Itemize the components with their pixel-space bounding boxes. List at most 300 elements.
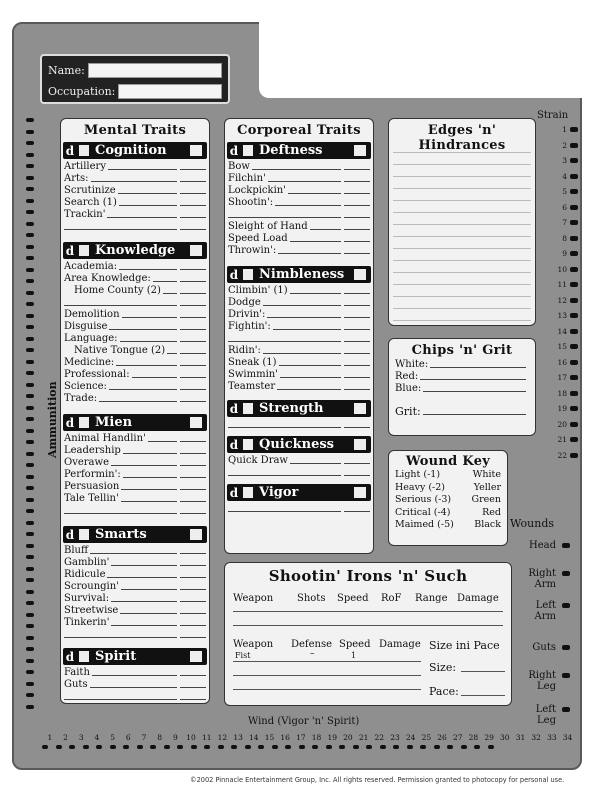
wounds-label: Wounds — [510, 517, 555, 530]
skill-row[interactable] — [61, 296, 209, 308]
ammo-box[interactable] — [26, 233, 34, 237]
melee-column-header: Speed — [339, 639, 371, 650]
skill-row[interactable] — [61, 392, 209, 404]
level-box[interactable] — [354, 269, 366, 280]
skill-label: Scrutinize — [64, 185, 116, 196]
skill-row[interactable] — [61, 356, 209, 368]
ini-pace-label: Size ini Pace — [429, 639, 500, 652]
wind-box[interactable] — [245, 745, 251, 749]
skill-row[interactable] — [61, 616, 209, 628]
skill-row[interactable] — [225, 502, 373, 514]
skill-label: Arts: — [64, 173, 89, 184]
skill-row[interactable] — [225, 380, 373, 392]
ammo-box[interactable] — [26, 532, 34, 536]
die-box[interactable] — [79, 651, 89, 662]
melee-row[interactable] — [233, 689, 421, 690]
knowledge-label: Knowledge — [95, 243, 176, 258]
ammo-box[interactable] — [26, 555, 34, 559]
skill-row[interactable] — [61, 284, 209, 296]
ammo-box[interactable] — [26, 314, 34, 318]
skill-label: Dodge — [228, 297, 261, 308]
wind-number: 1 — [47, 733, 53, 742]
ammunition-track — [26, 118, 36, 728]
ammo-box[interactable] — [26, 613, 34, 617]
wind-box[interactable] — [447, 745, 453, 749]
strain-box[interactable]: 8 — [544, 231, 578, 247]
wind-box[interactable] — [434, 745, 440, 749]
skill-row[interactable] — [225, 244, 373, 256]
ammo-box[interactable] — [26, 130, 34, 134]
wind-number: 19 — [327, 733, 337, 742]
skill-label: Bluff — [64, 545, 89, 556]
wind-number: 5 — [110, 733, 115, 742]
melee-row[interactable] — [233, 661, 421, 662]
vigor-bar — [227, 484, 371, 501]
ammo-box[interactable] — [26, 394, 34, 398]
quickness-bar — [227, 436, 371, 453]
wind-box[interactable] — [177, 745, 183, 749]
wind-number: 24 — [405, 733, 416, 742]
wound-key-row — [395, 519, 501, 532]
level-box[interactable] — [354, 439, 366, 450]
ammo-box[interactable] — [26, 440, 34, 444]
skill-row[interactable] — [61, 160, 209, 172]
skill-label: Throwin': — [228, 245, 277, 256]
cognition-bar — [63, 142, 207, 159]
ammo-box[interactable] — [26, 141, 34, 145]
wind-box[interactable] — [488, 745, 494, 749]
skill-row[interactable] — [225, 232, 373, 244]
wind-box[interactable] — [96, 745, 102, 749]
ammo-box[interactable] — [26, 256, 34, 260]
ammo-box[interactable] — [26, 337, 34, 341]
skill-row[interactable] — [61, 444, 209, 456]
strain-box[interactable]: 16 — [544, 355, 578, 371]
skill-label: Bow — [228, 161, 250, 172]
skill-row[interactable] — [225, 296, 373, 308]
melee-column-header: Weapon — [233, 639, 274, 650]
ammo-box[interactable] — [26, 486, 34, 490]
ammo-box[interactable] — [26, 222, 34, 226]
red-chip-row[interactable] — [395, 370, 529, 382]
skill-label: Search (1) — [64, 197, 117, 208]
wind-box[interactable] — [204, 745, 210, 749]
skill-label: Trade: — [64, 393, 98, 404]
ammo-box[interactable] — [26, 647, 34, 651]
wind-number: 10 — [186, 733, 196, 742]
ammo-box[interactable] — [26, 153, 34, 157]
level-box[interactable] — [354, 403, 366, 414]
ammo-box[interactable] — [26, 406, 34, 410]
pace-field[interactable] — [461, 695, 505, 696]
skill-label: Gamblin' — [64, 557, 110, 568]
ammo-box[interactable] — [26, 268, 34, 272]
wound-location-box[interactable] — [562, 543, 570, 548]
strength-label: Strength — [259, 401, 324, 416]
ammo-box[interactable] — [26, 164, 34, 168]
skill-row[interactable] — [61, 208, 209, 220]
wound-location-box[interactable] — [562, 571, 570, 576]
level-box[interactable] — [190, 417, 202, 428]
skill-row[interactable] — [61, 368, 209, 380]
ammo-box[interactable] — [26, 360, 34, 364]
wound-location-box[interactable] — [562, 645, 570, 650]
strain-box[interactable]: 12 — [544, 293, 578, 309]
ammo-box[interactable] — [26, 567, 34, 571]
wind-box[interactable] — [299, 745, 305, 749]
wound-location-box[interactable] — [562, 673, 570, 678]
wind-box[interactable] — [191, 745, 197, 749]
wind-number: 17 — [296, 733, 306, 742]
die-label: d — [65, 143, 75, 158]
ammo-box[interactable] — [26, 245, 34, 249]
ammo-box[interactable] — [26, 383, 34, 387]
deftness-bar — [227, 142, 371, 159]
level-box[interactable] — [354, 487, 366, 498]
strain-box[interactable]: 20 — [544, 417, 578, 433]
wound-location-label: Right Arm — [528, 568, 556, 590]
strain-box[interactable]: 15 — [544, 339, 578, 355]
ammo-box[interactable] — [26, 452, 34, 456]
ammo-box[interactable] — [26, 176, 34, 180]
skill-label: Streetwise — [64, 605, 119, 616]
spirit-group — [61, 648, 209, 702]
ammo-box[interactable] — [26, 279, 34, 283]
wind-box[interactable] — [56, 745, 62, 749]
skill-row[interactable] — [61, 468, 209, 480]
ammo-box[interactable] — [26, 670, 34, 674]
skill-row[interactable] — [61, 332, 209, 344]
grit-label: Grit: — [395, 405, 421, 418]
level-box[interactable] — [190, 245, 202, 256]
wind-box[interactable] — [218, 745, 224, 749]
wind-number: 4 — [94, 733, 100, 742]
strain-box[interactable]: 22 — [544, 448, 578, 464]
wound-key-title: Wound Key — [405, 454, 491, 469]
skill-row[interactable] — [225, 454, 373, 466]
ammo-box[interactable] — [26, 624, 34, 628]
skill-label: Artillery — [64, 161, 106, 172]
ammo-box[interactable] — [26, 659, 34, 663]
skill-row[interactable] — [61, 568, 209, 580]
skill-row[interactable] — [61, 432, 209, 444]
skill-row[interactable] — [225, 418, 373, 430]
name-label: Name: — [48, 64, 85, 77]
red-chip-label: Red: — [395, 371, 419, 382]
skill-row[interactable] — [61, 380, 209, 392]
die-box[interactable] — [243, 487, 253, 498]
vigor-group — [225, 484, 373, 514]
wind-number: 26 — [437, 733, 447, 742]
skill-row[interactable] — [225, 196, 373, 208]
wind-box[interactable] — [461, 745, 467, 749]
wind-box[interactable] — [137, 745, 143, 749]
smarts-bar — [63, 526, 207, 543]
edges-title: Edges 'n' Hindrances — [418, 123, 506, 153]
wind-box[interactable] — [393, 745, 399, 749]
ammo-box[interactable] — [26, 348, 34, 352]
skill-row[interactable] — [61, 628, 209, 640]
skill-row[interactable] — [61, 666, 209, 678]
die-box[interactable] — [243, 145, 253, 156]
level-box[interactable] — [190, 651, 202, 662]
wound-color-label: Black — [474, 519, 501, 530]
skill-row[interactable] — [225, 332, 373, 344]
die-box[interactable] — [79, 529, 89, 540]
skill-row[interactable] — [225, 284, 373, 296]
name-field[interactable] — [88, 63, 222, 78]
ammo-box[interactable] — [26, 417, 34, 421]
corporeal-traits-panel — [224, 118, 374, 554]
strength-group — [225, 400, 373, 430]
ammo-box[interactable] — [26, 371, 34, 375]
ammunition-label: Ammunition — [46, 381, 59, 458]
skill-row[interactable] — [61, 272, 209, 284]
ammo-box[interactable] — [26, 509, 34, 513]
ammo-box[interactable] — [26, 429, 34, 433]
ammo-box[interactable] — [26, 325, 34, 329]
die-label: d — [65, 649, 75, 664]
skill-row[interactable] — [61, 678, 209, 690]
strain-box[interactable]: 7 — [544, 215, 578, 231]
wind-box[interactable] — [339, 745, 345, 749]
wind-box[interactable] — [258, 745, 264, 749]
ammo-box[interactable] — [26, 544, 34, 548]
wind-label: Wind (Vigor 'n' Spirit) — [248, 716, 360, 727]
skill-label: Area Knowledge: — [64, 273, 151, 284]
ammo-box[interactable] — [26, 463, 34, 467]
wind-box[interactable] — [83, 745, 89, 749]
skill-row[interactable] — [61, 504, 209, 516]
skill-row[interactable] — [225, 220, 373, 232]
skill-row[interactable] — [225, 184, 373, 196]
strain-box[interactable]: 1 — [544, 122, 578, 138]
wound-key-panel — [388, 450, 508, 546]
wind-box[interactable] — [42, 745, 48, 749]
level-box[interactable] — [190, 529, 202, 540]
ammo-box[interactable] — [26, 682, 34, 686]
skill-label: Tinkerin' — [64, 617, 110, 628]
skill-row[interactable] — [61, 172, 209, 184]
strain-box[interactable]: 21 — [544, 432, 578, 448]
skill-row[interactable] — [61, 604, 209, 616]
skill-label: Performin': — [64, 469, 121, 480]
wound-color-label: Red — [482, 506, 501, 518]
strain-box[interactable]: 11 — [544, 277, 578, 293]
strain-box[interactable]: 5 — [544, 184, 578, 200]
skill-row[interactable] — [61, 220, 209, 232]
gun-column-header: RoF — [381, 593, 402, 604]
skill-row[interactable] — [225, 368, 373, 380]
die-box[interactable] — [79, 245, 89, 256]
melee-row[interactable] — [233, 675, 421, 676]
deftness-label: Deftness — [259, 143, 323, 158]
chips-title: Chips 'n' Grit — [411, 343, 513, 358]
die-box[interactable] — [243, 439, 253, 450]
strain-box[interactable]: 9 — [544, 246, 578, 262]
wind-box[interactable] — [353, 745, 359, 749]
ammo-box[interactable] — [26, 705, 34, 709]
skill-row[interactable] — [225, 172, 373, 184]
die-label: d — [229, 267, 239, 282]
wind-number: 11 — [201, 733, 212, 742]
ammo-box[interactable] — [26, 693, 34, 697]
nimbleness-group — [225, 266, 373, 392]
strain-box[interactable]: 4 — [544, 169, 578, 185]
skill-row[interactable] — [61, 456, 209, 468]
wind-number: 30 — [500, 733, 510, 742]
grit-row[interactable] — [395, 404, 529, 417]
strain-box[interactable]: 3 — [544, 153, 578, 169]
strain-box[interactable]: 17 — [544, 370, 578, 386]
size-field[interactable] — [461, 671, 505, 672]
skill-row[interactable] — [61, 260, 209, 272]
ammo-box[interactable] — [26, 601, 34, 605]
wound-location-label: Right Leg — [528, 670, 556, 692]
skill-row[interactable] — [225, 320, 373, 332]
ammo-box[interactable] — [26, 210, 34, 214]
strain-box[interactable]: 6 — [544, 200, 578, 216]
white-chip-row[interactable] — [395, 358, 529, 370]
ammo-box[interactable] — [26, 187, 34, 191]
wind-number: 2 — [63, 733, 68, 742]
ammo-box[interactable] — [26, 521, 34, 525]
ammo-box[interactable] — [26, 302, 34, 306]
skill-row[interactable] — [225, 208, 373, 220]
size-label: Size: — [429, 661, 457, 674]
ammo-box[interactable] — [26, 291, 34, 295]
strain-box[interactable]: 19 — [544, 401, 578, 417]
die-label: d — [65, 527, 75, 542]
edges-lines[interactable] — [393, 141, 531, 321]
skill-row[interactable] — [61, 184, 209, 196]
die-box[interactable] — [243, 403, 253, 414]
skill-label: Home County (2) — [74, 285, 161, 296]
skill-row[interactable] — [61, 320, 209, 332]
die-label: d — [229, 485, 239, 500]
wind-number: 9 — [172, 733, 178, 742]
wound-location-box[interactable] — [562, 707, 570, 712]
cognition-label: Cognition — [95, 143, 167, 158]
skill-row[interactable] — [225, 356, 373, 368]
die-box[interactable] — [243, 269, 253, 280]
skill-row[interactable] — [61, 344, 209, 356]
wound-color-label: White — [472, 469, 501, 480]
wind-box[interactable] — [150, 745, 156, 749]
gun-row[interactable] — [233, 625, 503, 626]
skill-label: Ridicule — [64, 569, 106, 580]
ammo-box[interactable] — [26, 590, 34, 594]
gun-row[interactable] — [233, 611, 503, 612]
skill-row[interactable] — [225, 466, 373, 478]
die-label: d — [229, 401, 239, 416]
blue-chip-label: Blue: — [395, 383, 422, 394]
gun-column-header: Weapon — [233, 593, 274, 604]
level-box[interactable] — [354, 145, 366, 156]
mental-traits-panel — [60, 118, 210, 704]
skill-label: Scroungin' — [64, 581, 119, 592]
ammo-box[interactable] — [26, 475, 34, 479]
wind-number: 23 — [390, 733, 400, 742]
ammo-box[interactable] — [26, 118, 34, 122]
wind-box[interactable] — [312, 745, 318, 749]
wound-location-label: Head — [528, 540, 556, 551]
wind-box[interactable] — [272, 745, 278, 749]
wound-location-label: Left Arm — [534, 600, 556, 622]
skill-label: Shootin': — [228, 197, 274, 208]
skill-row[interactable] — [61, 592, 209, 604]
wind-box[interactable] — [407, 745, 413, 749]
skill-row[interactable] — [61, 492, 209, 504]
skill-row[interactable] — [61, 544, 209, 556]
wind-number: 22 — [374, 733, 385, 742]
strain-box[interactable]: 10 — [544, 262, 578, 278]
knowledge-group — [61, 242, 209, 404]
skill-row[interactable] — [61, 480, 209, 492]
wind-box[interactable] — [123, 745, 129, 749]
level-box[interactable] — [190, 145, 202, 156]
skill-label: Persuasion — [64, 481, 120, 492]
wind-number: 20 — [343, 733, 353, 742]
strain-box[interactable]: 14 — [544, 324, 578, 340]
wind-box[interactable] — [164, 745, 170, 749]
strain-box[interactable]: 13 — [544, 308, 578, 324]
corporeal-traits-title: Corporeal Traits — [237, 123, 361, 138]
strain-box[interactable]: 18 — [544, 386, 578, 402]
wind-box[interactable] — [69, 745, 75, 749]
wind-number: 6 — [125, 733, 131, 742]
skill-row[interactable] — [61, 196, 209, 208]
die-box[interactable] — [79, 417, 89, 428]
skill-row[interactable] — [61, 580, 209, 592]
ammo-box[interactable] — [26, 578, 34, 582]
strain-box[interactable]: 2 — [544, 138, 578, 154]
mien-bar — [63, 414, 207, 431]
gun-column-header: Damage — [457, 593, 499, 604]
skill-row[interactable] — [61, 308, 209, 320]
skill-row[interactable] — [225, 308, 373, 320]
occupation-field[interactable] — [118, 84, 222, 99]
skill-row[interactable] — [225, 160, 373, 172]
wind-box[interactable] — [366, 745, 372, 749]
wound-location-label: Left Leg — [535, 704, 556, 726]
wind-box[interactable] — [420, 745, 426, 749]
wind-box[interactable] — [285, 745, 291, 749]
wound-location-box[interactable] — [562, 603, 570, 608]
wind-number: 14 — [249, 733, 259, 742]
gun-column-header: Shots — [297, 593, 326, 604]
ammo-box[interactable] — [26, 636, 34, 640]
wind-box[interactable] — [474, 745, 480, 749]
die-box[interactable] — [79, 145, 89, 156]
ammo-box[interactable] — [26, 498, 34, 502]
skill-row[interactable] — [61, 690, 209, 702]
wind-box[interactable] — [380, 745, 386, 749]
skill-label: Survival: — [64, 593, 110, 604]
wind-box[interactable] — [326, 745, 332, 749]
wind-box[interactable] — [110, 745, 116, 749]
wind-number: 18 — [311, 733, 322, 742]
wound-key-row — [395, 507, 501, 520]
wind-box[interactable] — [231, 745, 237, 749]
ammo-box[interactable] — [26, 199, 34, 203]
skill-label: Sneak (1) — [228, 357, 277, 368]
wind-number: 28 — [468, 733, 479, 742]
blue-chip-row[interactable] — [395, 382, 529, 394]
skill-label: Language: — [64, 333, 118, 344]
skill-row[interactable] — [225, 344, 373, 356]
skill-row[interactable] — [61, 556, 209, 568]
